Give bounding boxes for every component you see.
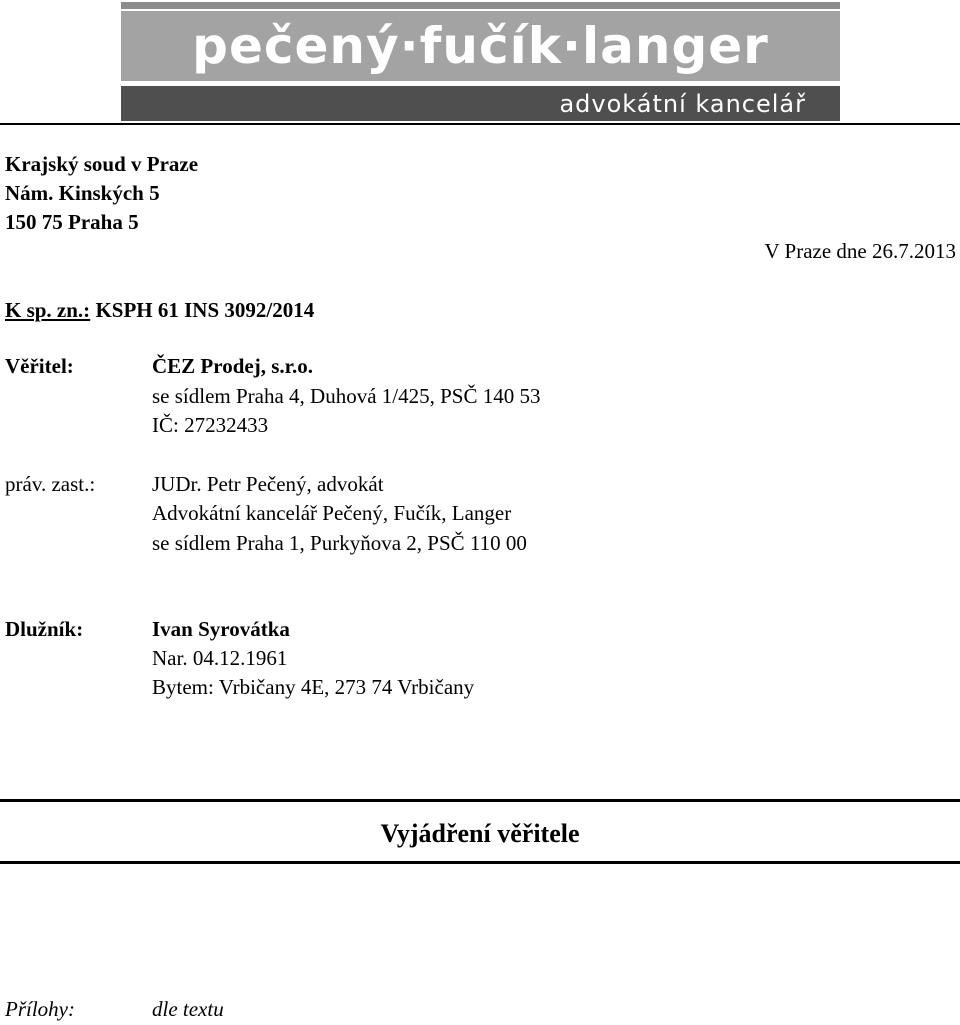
title-rule-bottom [0,861,960,864]
title-rule-top [0,799,960,802]
debtor-residence: Bytem: Vrbičany 4E, 273 74 Vrbičany [152,675,475,699]
creditor-label: Věřitel: [5,354,74,378]
creditor-address: se sídlem Praha 4, Duhová 1/425, PSČ 140 53 [152,384,541,408]
debtor-label: Dlužník: [5,617,84,641]
court-city: 150 75 Praha 5 [5,210,139,234]
case-reference-value: KSPH 61 INS 3092/2014 [95,298,315,322]
case-reference [5,296,314,325]
firm-logo [121,11,840,81]
debtor-birth: Nar. 04.12.1961 [152,646,288,670]
creditor-name: ČEZ Prodej, s.r.o. [152,354,314,378]
attachments-label: Přílohy: [5,997,75,1021]
representative-firm: Advokátní kancelář Pečený, Fučík, Langer [152,501,512,525]
representative-name: JUDr. Petr Pečený, advokát [152,472,384,496]
court-name: Krajský soud v Praze [5,152,199,176]
document-title: Vyjádření věřitele [380,819,580,848]
creditor-ic: IČ: 27232433 [152,413,269,437]
firm-logo-subtitle-bar [121,86,840,121]
case-reference-label: K sp. zn.: [5,298,91,322]
court-street: Nám. Kinských 5 [5,181,160,205]
header-divider [0,123,960,125]
debtor-name: Ivan Syrovátka [152,617,290,641]
representative-label: práv. zast.: [5,472,96,496]
attachments-value: dle textu [152,997,224,1021]
logo-top-strip [121,2,840,9]
representative-address: se sídlem Praha 1, Purkyňova 2, PSČ 110 00 [152,531,527,555]
date-line: V Praze dne 26.7.2013 [764,239,956,263]
firm-logo-subtitle: advokátní kancelář [559,89,806,118]
firm-logo-name: pečený·fučík·langer [192,17,769,75]
